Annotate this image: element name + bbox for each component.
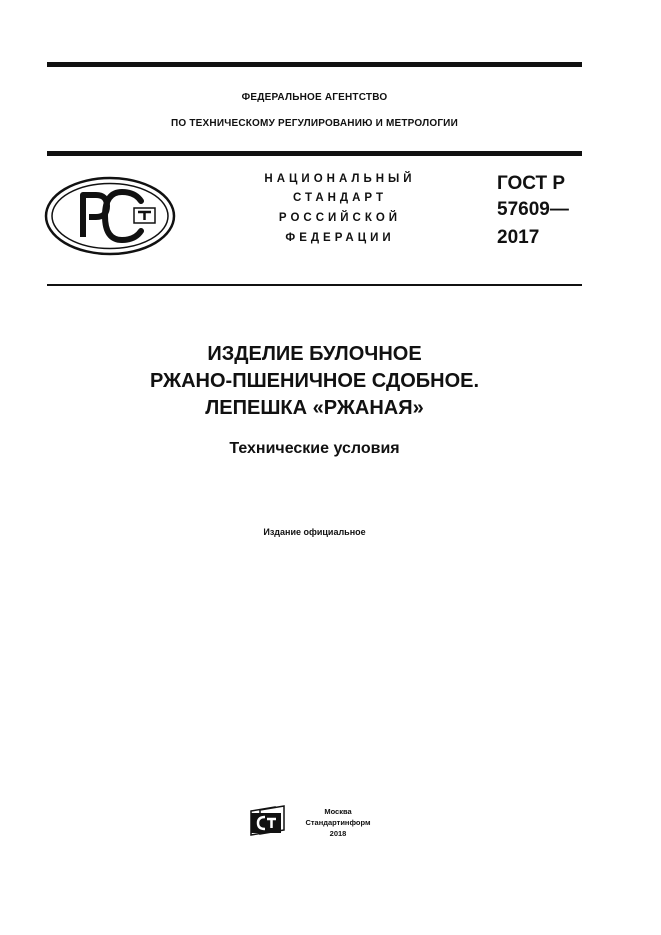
document-title-line-1: ИЗДЕЛИЕ БУЛОЧНОЕ: [207, 343, 422, 365]
publisher-year: 2018: [329, 829, 347, 838]
top-rule: [47, 62, 582, 67]
standard-block-rule: [47, 284, 582, 286]
national-standard-line-4: ФЕДЕРАЦИИ: [285, 232, 395, 244]
national-standard-line-1: НАЦИОНАЛЬНЫЙ: [264, 173, 416, 185]
document-title-line-2: РЖАНО-ПШЕНИЧНОЕ СДОБНОЕ.: [149, 370, 480, 392]
agency-line-1: ФЕДЕРАЛЬНОЕ АГЕНТСТВО: [241, 92, 388, 103]
header-rule: [47, 151, 582, 156]
gost-designation-line-3: 2017: [497, 227, 540, 248]
publisher-name: Стандартинформ: [305, 818, 371, 827]
national-standard-line-3: РОССИЙСКОЙ: [278, 212, 402, 224]
document-subtitle: Технические условия: [229, 440, 400, 457]
gost-designation-line-1: ГОСТ Р: [497, 173, 566, 194]
publisher-city: Москва: [324, 807, 352, 816]
national-standard-line-2: СТАНДАРТ: [293, 192, 387, 204]
standartinform-logo-icon: [248, 805, 286, 842]
gost-r-logo-icon: [43, 175, 177, 262]
agency-line-2: ПО ТЕХНИЧЕСКОМУ РЕГУЛИРОВАНИЮ И МЕТРОЛОГИИ: [171, 118, 458, 129]
official-edition-label: Издание официальное: [263, 527, 366, 537]
document-title-line-3: ЛЕПЕШКА «РЖАНАЯ»: [205, 397, 424, 419]
gost-designation-line-2: 57609—: [497, 199, 569, 220]
